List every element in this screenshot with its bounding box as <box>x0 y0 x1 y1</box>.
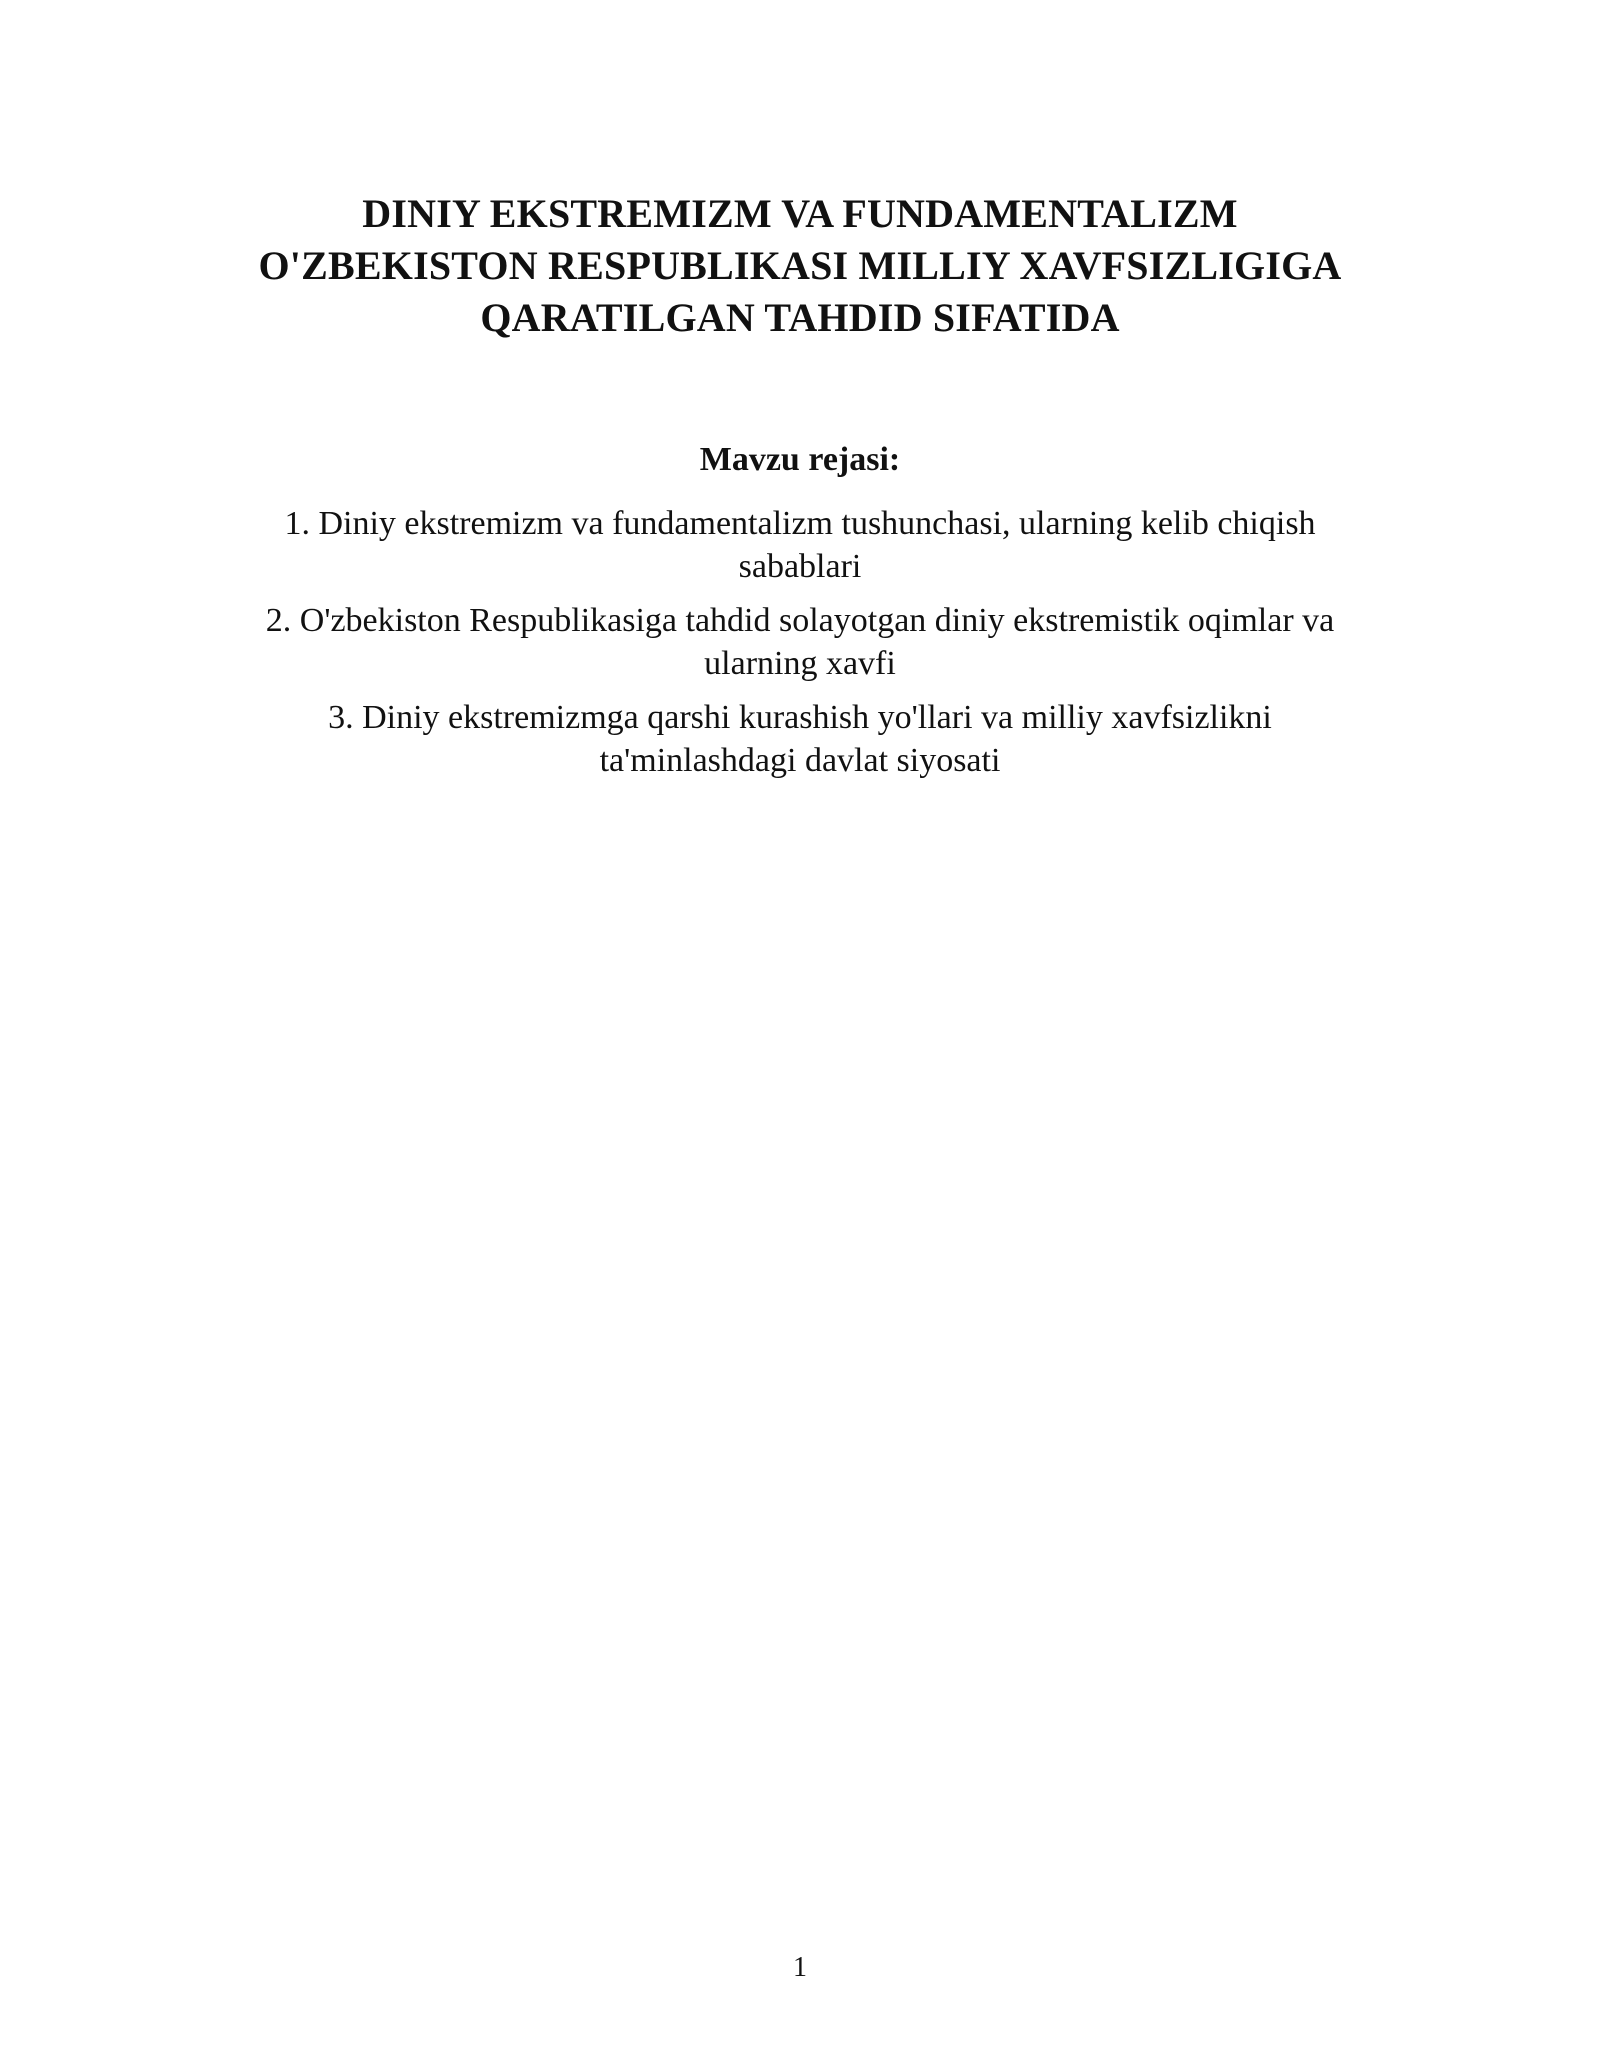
plan-item-text: 3. Diniy ekstremizmga qarshi kurashish yo'llari va milliy xavfsizlikni <box>328 699 1272 736</box>
page-number: 1 <box>793 1952 807 1983</box>
plan-item-text: 1. Diniy ekstremizm va fundamentalizm tushunchasi, ularning kelib chiqish <box>284 505 1316 542</box>
title-line: QARATILGAN TAHDID SIFATIDA <box>480 295 1120 340</box>
plan-list <box>160 502 1440 793</box>
plan-item <box>160 599 1440 685</box>
plan-item-text: sabablari <box>738 548 862 585</box>
plan-heading: Mavzu rejasi: <box>699 441 901 478</box>
title-line: DINIY EKSTREMIZM VA FUNDAMENTALIZM <box>362 191 1238 236</box>
document-title <box>160 188 1440 344</box>
plan-item <box>160 502 1440 588</box>
plan-item-text: 2. O'zbekiston Respublikasiga tahdid solayotgan diniy ekstremistik oqimlar va <box>265 602 1335 639</box>
plan-item-text: ta'minlashdagi davlat siyosati <box>599 742 1001 779</box>
plan-item-text: ularning xavfi <box>704 645 896 682</box>
plan-item <box>160 696 1440 782</box>
title-line: O'ZBEKISTON RESPUBLIKASI MILLIY XAVFSIZLIGIGA <box>258 243 1342 288</box>
